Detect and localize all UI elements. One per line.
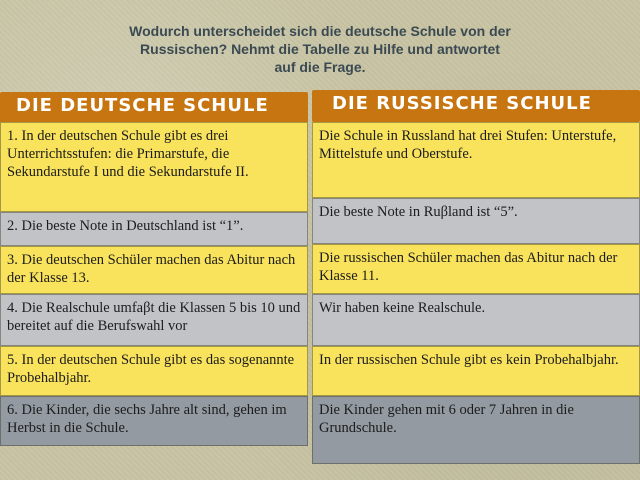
russian-row-5: In der russischen Schule gibt es kein Probehalbjahr.	[312, 346, 640, 396]
question-line-2: Russischen? Nehmt die Tabelle zu Hilfe und antwortet	[140, 41, 500, 57]
header-german-school: DIE DEUTSCHE SCHULE	[0, 92, 308, 124]
question-line-1: Wodurch unterscheidet sich die deutsche Schule von der	[129, 23, 511, 39]
german-row-6: 6. Die Kinder, die sechs Jahre alt sind, gehen im Herbst in die Schule.	[0, 396, 308, 446]
russian-row-4: Wir haben keine Realschule.	[312, 294, 640, 346]
header-russian-school: DIE RUSSISCHE SCHULE	[312, 90, 640, 122]
german-row-3: 3. Die deutschen Schüler machen das Abitur nach der Klasse 13.	[0, 246, 308, 294]
german-row-2: 2. Die beste Note in Deutschland ist “1”.	[0, 212, 308, 246]
german-row-4: 4. Die Realschule umfaβt die Klassen 5 bis 10 und bereitet auf die Berufswahl vor	[0, 294, 308, 346]
russian-row-2: Die beste Note in Ruβland ist “5”.	[312, 198, 640, 244]
question-heading	[80, 22, 560, 76]
german-row-5: 5. In der deutschen Schule gibt es das sogenannte Probehalbjahr.	[0, 346, 308, 396]
russian-row-6: Die Kinder gehen mit 6 oder 7 Jahren in die Grundschule.	[312, 396, 640, 464]
russian-row-1: Die Schule in Russland hat drei Stufen: Unterstufe, Mittelstufe und Oberstufe.	[312, 122, 640, 198]
german-row-1: 1. In der deutschen Schule gibt es drei Unterrichtsstufen: die Primarstufe, die Sekundarstufe I und die Sekundarstufe II.	[0, 122, 308, 212]
russian-row-3: Die russischen Schüler machen das Abitur nach der Klasse 11.	[312, 244, 640, 294]
question-line-3: auf die Frage.	[274, 59, 366, 75]
